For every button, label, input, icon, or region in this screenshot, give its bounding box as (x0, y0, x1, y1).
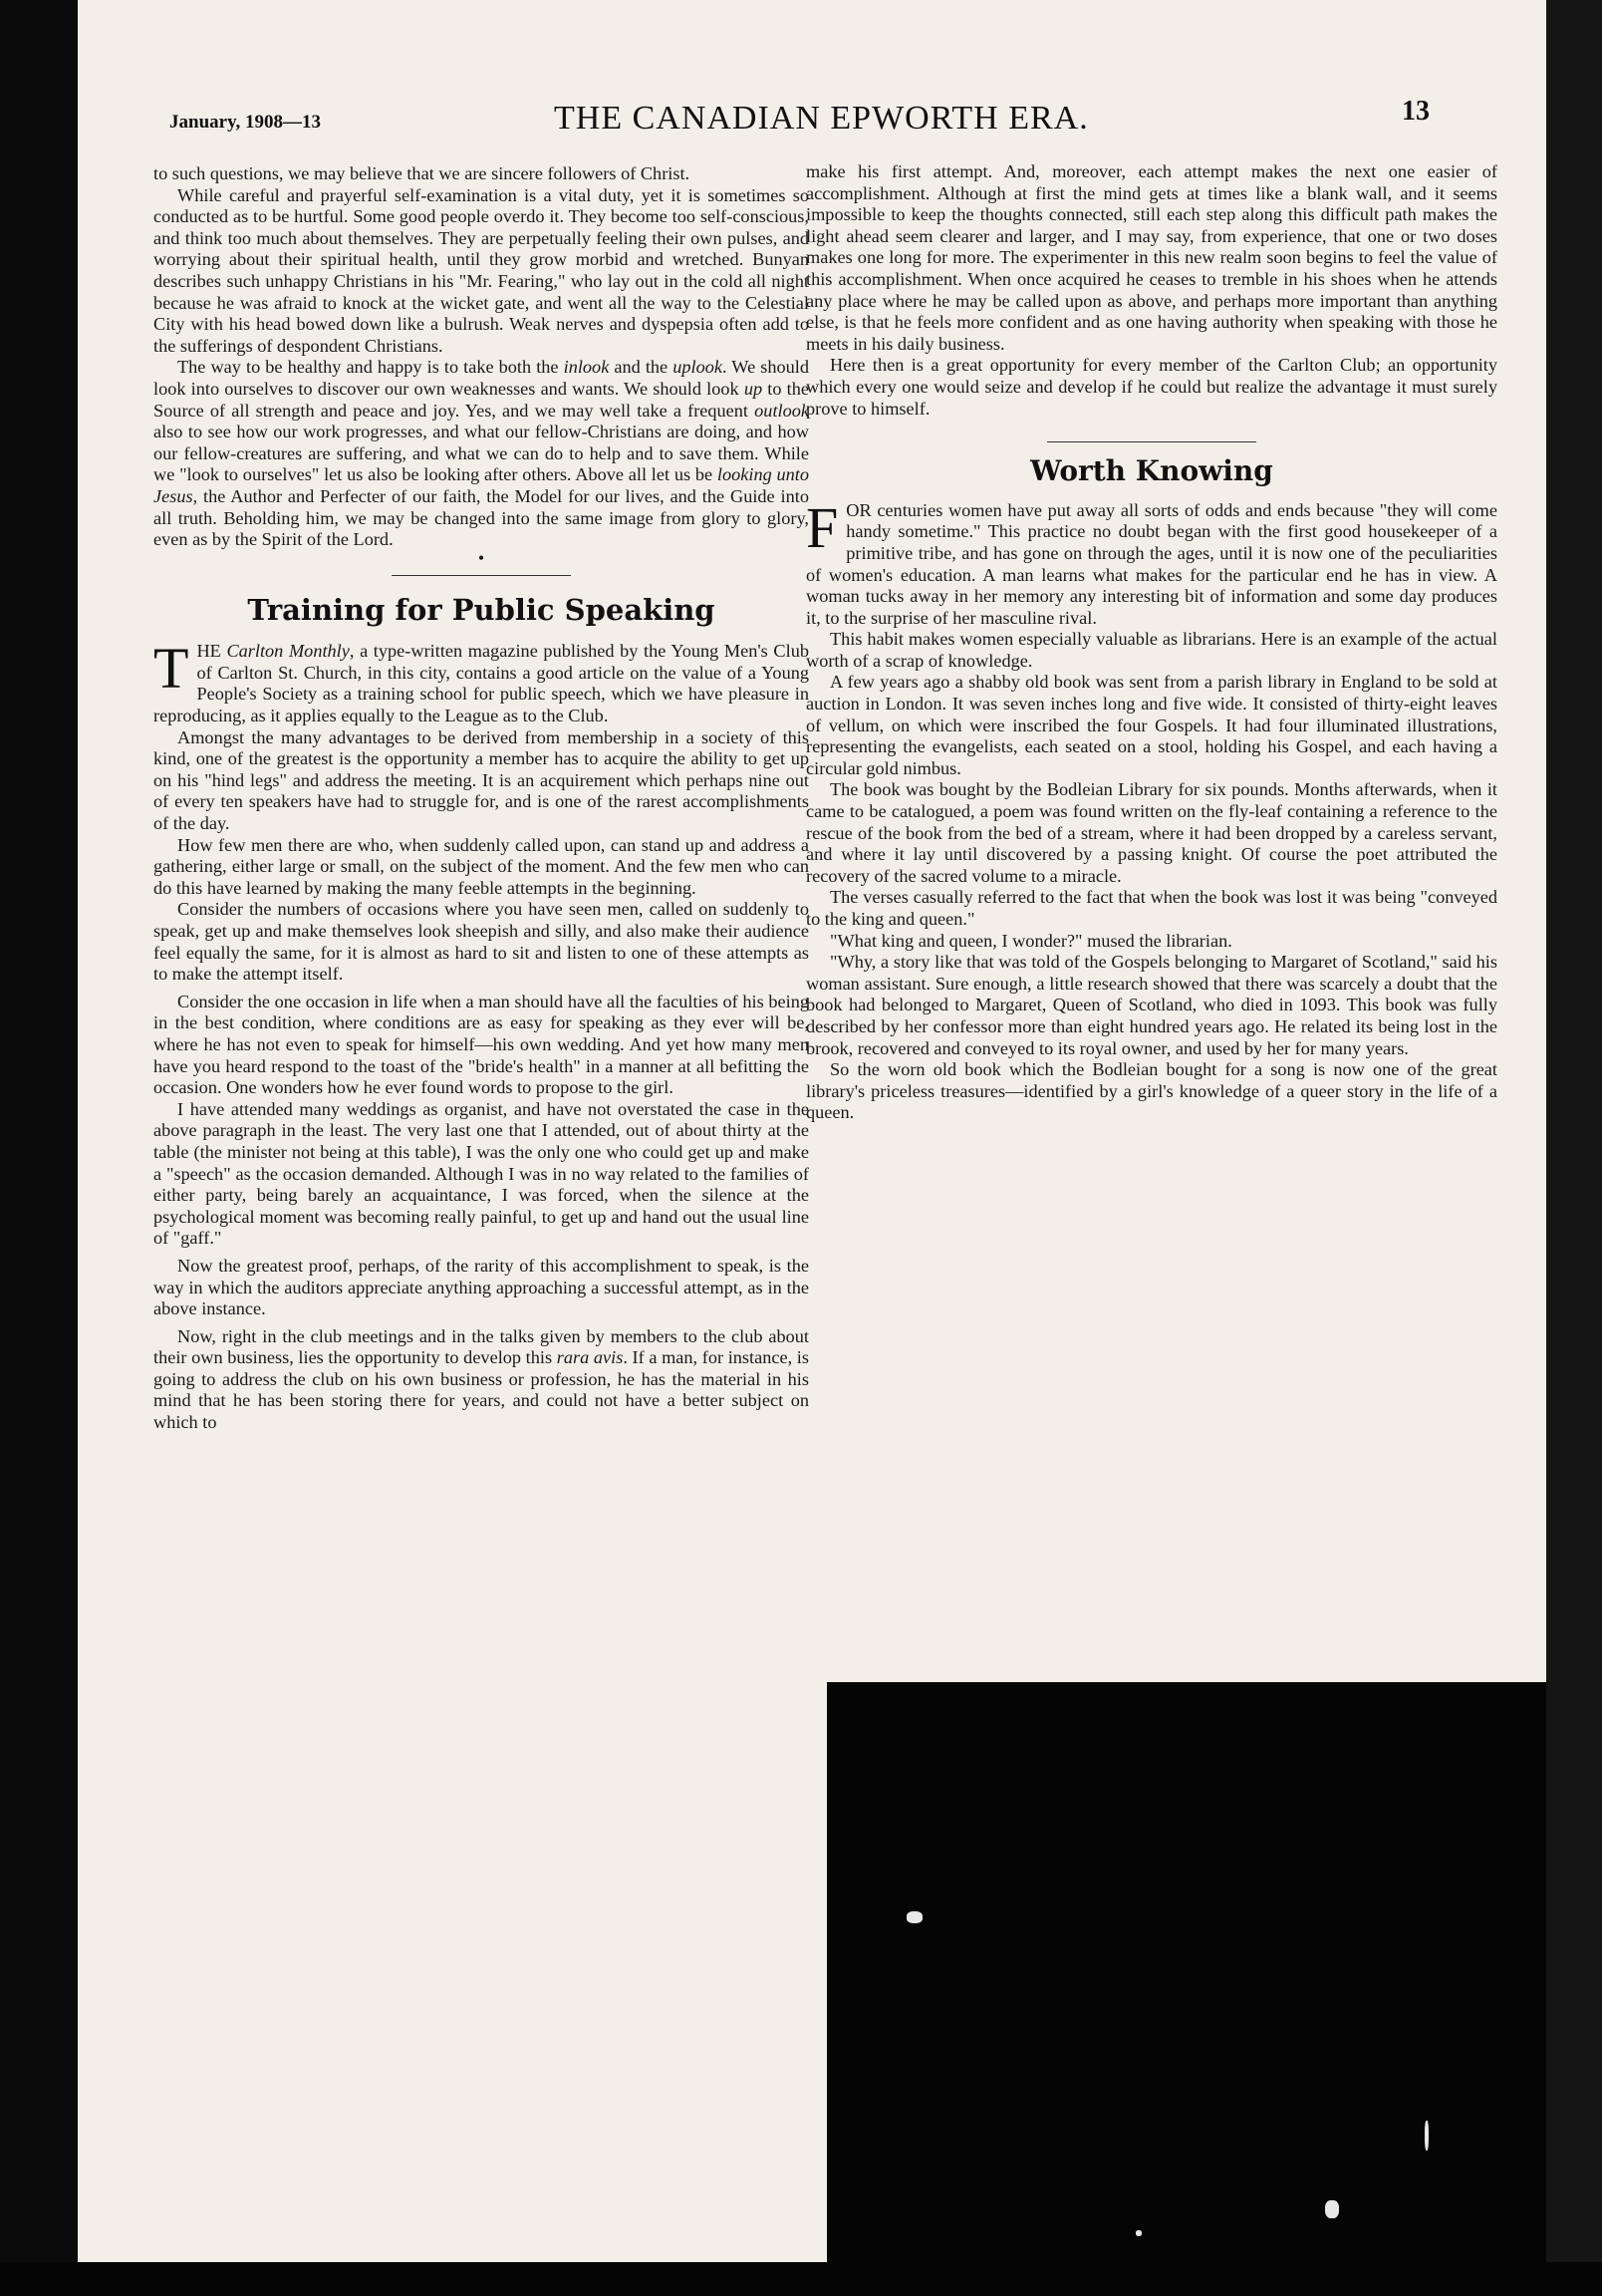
issue-date: January, 1908—13 (169, 112, 322, 133)
drop-cap: T (153, 636, 189, 702)
scan-border-bottom (0, 2262, 1602, 2296)
italic-title: Carlton Monthly (226, 641, 350, 662)
paragraph: Consider the numbers of occasions where you have seen men, called on suddenly to speak, get up and make themselves look sheepish and silly, and also make their audience feel equally the same, for it is almost as hard to sit and listen to one of these attempts as to make the attempt itself. (153, 899, 809, 985)
italic-term: inlook (563, 357, 610, 378)
italic-term: uplook (672, 357, 722, 378)
paragraph: Amongst the many advantages to be derived from membership in a society of this kind, one of the greatest is the opportunity a member has to acquire the ability to get up on his "hind legs" and address the meeting. It is an acquirement which perhaps nine out of every ten speakers have had to struggle for, and is one of the rarest accomplishments of the day. (153, 726, 809, 834)
paragraph: Now the greatest proof, perhaps, of the rarity of this accomplishment to speak, is the way in which the auditors appreciate anything approaching a successful attempt, as in the above instance. (153, 1255, 809, 1319)
right-column (806, 161, 1497, 1124)
paragraph: This habit makes women especially valuable as librarians. Here is an example of the actual worth of a scrap of knowledge. (806, 629, 1497, 671)
paragraph: A few years ago a shabby old book was sent from a parish library in England to be sold at auction in London. It was seven inches long and five wide. It consisted of thirty-eight leaves of vellum, on which were inscribed the four Gospels. It had four illuminated illustrations, representing the evangelists, each seated on a stool, holding his Gospel, and each having a circular gold nimbus. (806, 672, 1497, 778)
paragraph-healthy (153, 357, 809, 550)
paragraph: The book was bought by the Bodleian Library for six pounds. Months afterwards, when it came to be catalogued, a poem was found written on the fly-leaf containing a reference to the rescue of the book from the bed of a stream, where it had been dropped by a careless servant, and where it lay until discovered by a passing knight. Of course the poet attributed the recovery of the sacred volume to a miracle. (806, 779, 1497, 886)
paragraph: So the worn old book which the Bodleian bought for a song is now one of the great library's priceless treasures—identified by a girl's knowledge of a queer story in the life of a queen. (806, 1059, 1497, 1123)
article-heading-training: Training for Public Speaking (247, 592, 715, 627)
separator-dot: • (477, 547, 485, 568)
paragraph-lead (806, 494, 1497, 630)
left-column (153, 163, 809, 1434)
text-run: also to see how our work progresses, and what our fellow-Christians are doing, and how our fellow-creatures are suffering, and what we can do to help and to save them. While we "look to ourselves" let us also be looking after others. Above all let us be (153, 422, 809, 485)
scan-speck (1325, 2200, 1339, 2218)
scan-speck (1136, 2230, 1142, 2236)
text-run: , the Author and Perfecter of our faith, the Model for our lives, and the Guide into all truth. Beholding him, we may be changed into the same image from glory to glory, even as by the Spirit of the Lord. (153, 485, 809, 550)
italic-term: rara avis (556, 1347, 624, 1368)
magazine-title: THE CANADIAN EPWORTH ERA. (554, 100, 1089, 137)
paragraph-lead (153, 636, 809, 726)
section-divider (392, 575, 571, 576)
italic-term: up (743, 378, 763, 399)
page-number: 13 (1402, 96, 1430, 127)
missing-page-area (827, 1682, 1546, 2262)
paragraph: The verses casually referred to the fact that when the book was lost it was being "conveyed to the king and queen." (806, 887, 1497, 929)
paragraph: "What king and queen, I wonder?" mused the librarian. (830, 930, 1232, 951)
paragraph: make his first attempt. And, moreover, each attempt makes the next one easier of accomplishment. Although at first the mind gets at times like a blank wall, and it seems impossible to keep the thoughts connected, still each step along this difficult path makes the light ahead seem clearer and larger, and I may say, from experience, that one or two doses makes one long for more. The experimenter in this new realm soon begins to feel the value of this accomplishment. When once acquired he ceases to tremble in his shoes when he attends any place where he may be called upon as above, and perhaps more important than anything else, is that he feels more confident and as one having authority when speaking with those he meets in his daily business. (806, 161, 1497, 354)
text-run: The way to be healthy and happy is to take both the (177, 357, 564, 378)
paragraph (153, 1326, 809, 1434)
paragraph: "Why, a story like that was told of the Gospels belonging to Margaret of Scotland," said his woman assistant. Sure enough, a little research showed that there was scarcely a doubt that the book had belonged to Margaret, Queen of Scotland, who died in 1093. This book was fully described by her confessor more than eight hundred years ago. He related its being lost in the brook, recovered and conveyed to its royal owner, and used by her for many years. (806, 952, 1497, 1058)
text-run: , a type-written magazine published by the Young Men's Club of Carlton St. Church, in this city, contains a good article on the value of a Young People's Society as a training school for public speech, which we have pleasure in reproducing, as it applies equally to the League as to the Club. (153, 641, 809, 726)
small-caps: HE (196, 641, 221, 662)
text-run: and the (609, 357, 673, 378)
text-run: . We should look into ourselves to discover our own weaknesses and wants. We should look (153, 357, 809, 399)
drop-cap: F (806, 494, 839, 560)
text-run: to the Source of all strength and peace and joy. Yes, and we may well take a frequent (153, 378, 809, 421)
italic-term: outlook (754, 400, 809, 421)
section-divider (1047, 441, 1256, 442)
paragraph: How few men there are who, when suddenly called upon, can stand up and address a gathering, either large or small, on the subject of the moment. And the few men who can do this have learned by making the many feeble attempts in the beginning. (153, 834, 809, 898)
italic-term: looking unto Jesus (153, 464, 809, 506)
paragraph: Here then is a great opportunity for every member of the Carlton Club; an opportunity which every one would seize and develop if he could but realize the advantage it must surely prove to himself. (806, 355, 1497, 419)
paragraph: to such questions, we may believe that we are sincere followers of Christ. (153, 163, 690, 183)
paragraph: While careful and prayerful self-examination is a vital duty, yet it is sometimes so conducted as to be hurtful. Some good people overdo it. They become too self-conscious, and think too much about themselves. They are perpetually feeling their own pulses, and worrying about their spiritual health, until they grow morbid and wretched. Bunyan describes such unhappy Christians in his "Mr. Fearing," who lay out in the cold all night because he was afraid to knock at the wicket gate, and went all the way to the Celestial City with his head bowed down like a bulrush. Weak nerves and dyspepsia often add to the sufferings of despondent Christians. (153, 184, 809, 356)
text-run: Now, right in the club meetings and in the talks given by members to the club about their own business, lies the opportunity to develop this (153, 1325, 809, 1368)
scan-border-right (1546, 0, 1602, 2296)
small-caps: OR (846, 499, 872, 520)
text-run: . If a man, for instance, is going to address the club on his own business or profession, he has the material in his mind that he has been storing there for years, and could not have a better subject on which to (153, 1347, 809, 1433)
article-heading-worth: Worth Knowing (1030, 454, 1273, 488)
paragraph: I have attended many weddings as organist, and have not overstated the case in the above paragraph in the least. The very last one that I attended, out of about thirty at the table (the minister not being at this table), I was the only one who could get up and make a "speech" as the occasion demanded. Although I was in no way related to the families of either party, being barely an acquaintance, I was forced, when the silence at the psychological moment was becoming really painful, to get up and hand out the usual line of "gaff." (153, 1098, 809, 1249)
paragraph: Consider the one occasion in life when a man should have all the faculties of his being in the best condition, where conditions are as easy for speaking as they ever will be, where he has not even to speak for himself—his own wedding. And yet how many men have you heard respond to the toast of the "bride's health" in a manner at all befitting the occasion. One wonders how he ever found words to propose to the girl. (153, 991, 809, 1098)
scan-speck (907, 1911, 923, 1923)
text-run: centuries women have put away all sorts of odds and ends because "they will come handy sometime." This practice no doubt began with the first good housekeeper of a primitive tribe, and has gone on through the ages, until it is now one of the peculiarities of women's education. A man learns what makes for the particular end he has in view. A woman tucks away in her memory any interesting bit of information and some day produces it, to the surprise of her masculine rival. (806, 499, 1497, 628)
scan-speck (1425, 2121, 1429, 2151)
